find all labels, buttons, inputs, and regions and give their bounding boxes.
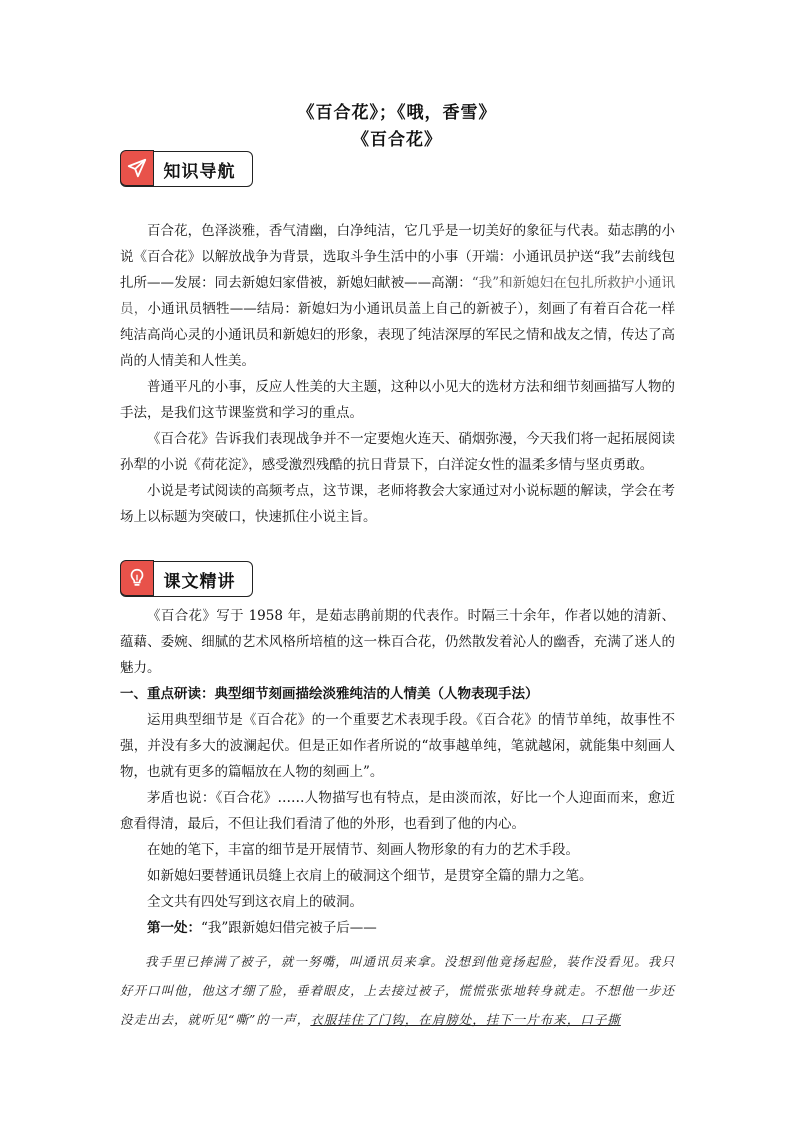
novel-excerpt: 我手里已捧满了被子，就一努嘴，叫通讯员来拿。没想到他竟扬起脸，装作没看见。我只好开口叫他，他这才绷了脸，垂着眼皮，上去接过被子，慌慌张张地转身就走。不想他一步还没走出去，就听见“嘶”的一声，衣服挂住了门钩，在肩膀处，挂下一片布来，口子撕 xyxy=(120,954,675,1027)
section-header-lesson xyxy=(120,561,253,597)
lesson-paragraph-2: 运用典型细节是《百合花》的一个重要艺术表现手段。《百合花》的情节单纯，故事性不强，并没有多大的波澜起伏。但是正如作者所说的“故事越单纯，笔就越闲，就能集中刻画人物，也就有更多的篇幅放在人物的刻画上”。 xyxy=(120,712,675,780)
lesson-text xyxy=(120,603,675,941)
document-subtitle: 《百合花》 xyxy=(352,130,442,150)
section-header-knowledge-nav xyxy=(120,151,253,187)
lesson-subheading: 一、重点研读：典型细节刻画描绘淡雅纯洁的人情美（人物表现手法） xyxy=(120,686,539,702)
paper-plane-icon xyxy=(120,150,154,186)
lesson-lead-first: 第一处：“我”跟新媳妇借完被子后—— xyxy=(147,920,377,936)
lesson-paragraph-3: 茅盾也说：《百合花》……人物描写也有特点，是由淡而浓，好比一个人迎面而来，愈近愈看得清，最后，不但让我们看清了他的外形，也看到了他的内心。 xyxy=(120,790,675,832)
intro-paragraph-1: 百合花，色泽淡雅，香气清幽，白净纯洁，它几乎是一切美好的象征与代表。茹志鹃的小说《百合花》以解放战争为背景，选取斗争生活中的小事（开端：小通讯员护送“我”去前线包扎所——发展：同去新媳妇家借被，新媳妇献被——高潮：“我”和新媳妇在包扎所救护小通讯员，小通讯员牺牲——结局：新媳妇为小通讯员盖上自己的新被子），刻画了有着百合花一样纯洁高尚心灵的小通讯员和新媳妇的形象，表现了纯洁深厚的军民之情和战友之情，传达了高尚的人情美和人性美。 xyxy=(120,223,676,369)
section-label: 知识导航 xyxy=(163,161,236,182)
intro-text xyxy=(120,218,675,530)
lightbulb-icon xyxy=(120,560,154,596)
document-title: 《百合花》；《哦，香雪》 xyxy=(297,103,497,123)
intro-paragraph-3: 《百合花》告诉我们表现战争并不一定要炮火连天、硝烟弥漫，今天我们将一起拓展阅读孙犁的小说《荷花淀》，感受激烈残酷的抗日背景下，白洋淀女性的温柔多情与坚贞勇敢。 xyxy=(120,431,675,473)
intro-paragraph-2: 普通平凡的小事，反应人性美的大主题，这种以小见大的选材方法和细节刻画描写人物的手法，是我们这节课鉴赏和学习的重点。 xyxy=(120,379,675,421)
lesson-paragraph-1: 《百合花》写于 1958 年，是茹志鹃前期的代表作。时隔三十余年，作者以她的清新、蕴藉、委婉、细腻的艺术风格所培植的这一株百合花，仍然散发着沁人的幽香，充满了迷人的魅力。 xyxy=(120,608,675,676)
intro-paragraph-4: 小说是考试阅读的高频考点，这节课，老师将教会大家通过对小说标题的解读，学会在考场上以标题为突破口，快速抓住小说主旨。 xyxy=(120,483,675,525)
lesson-paragraph-4: 在她的笔下，丰富的细节是开展情节、刻画人物形象的有力的艺术手段。 xyxy=(147,842,579,858)
section-label: 课文精讲 xyxy=(163,571,236,592)
lesson-paragraph-6: 全文共有四处写到这衣肩上的破洞。 xyxy=(147,894,363,910)
lesson-paragraph-5: 如新媳妇要替通讯员缝上衣肩上的破洞这个细节，是贯穿全篇的鼎力之笔。 xyxy=(147,868,593,884)
